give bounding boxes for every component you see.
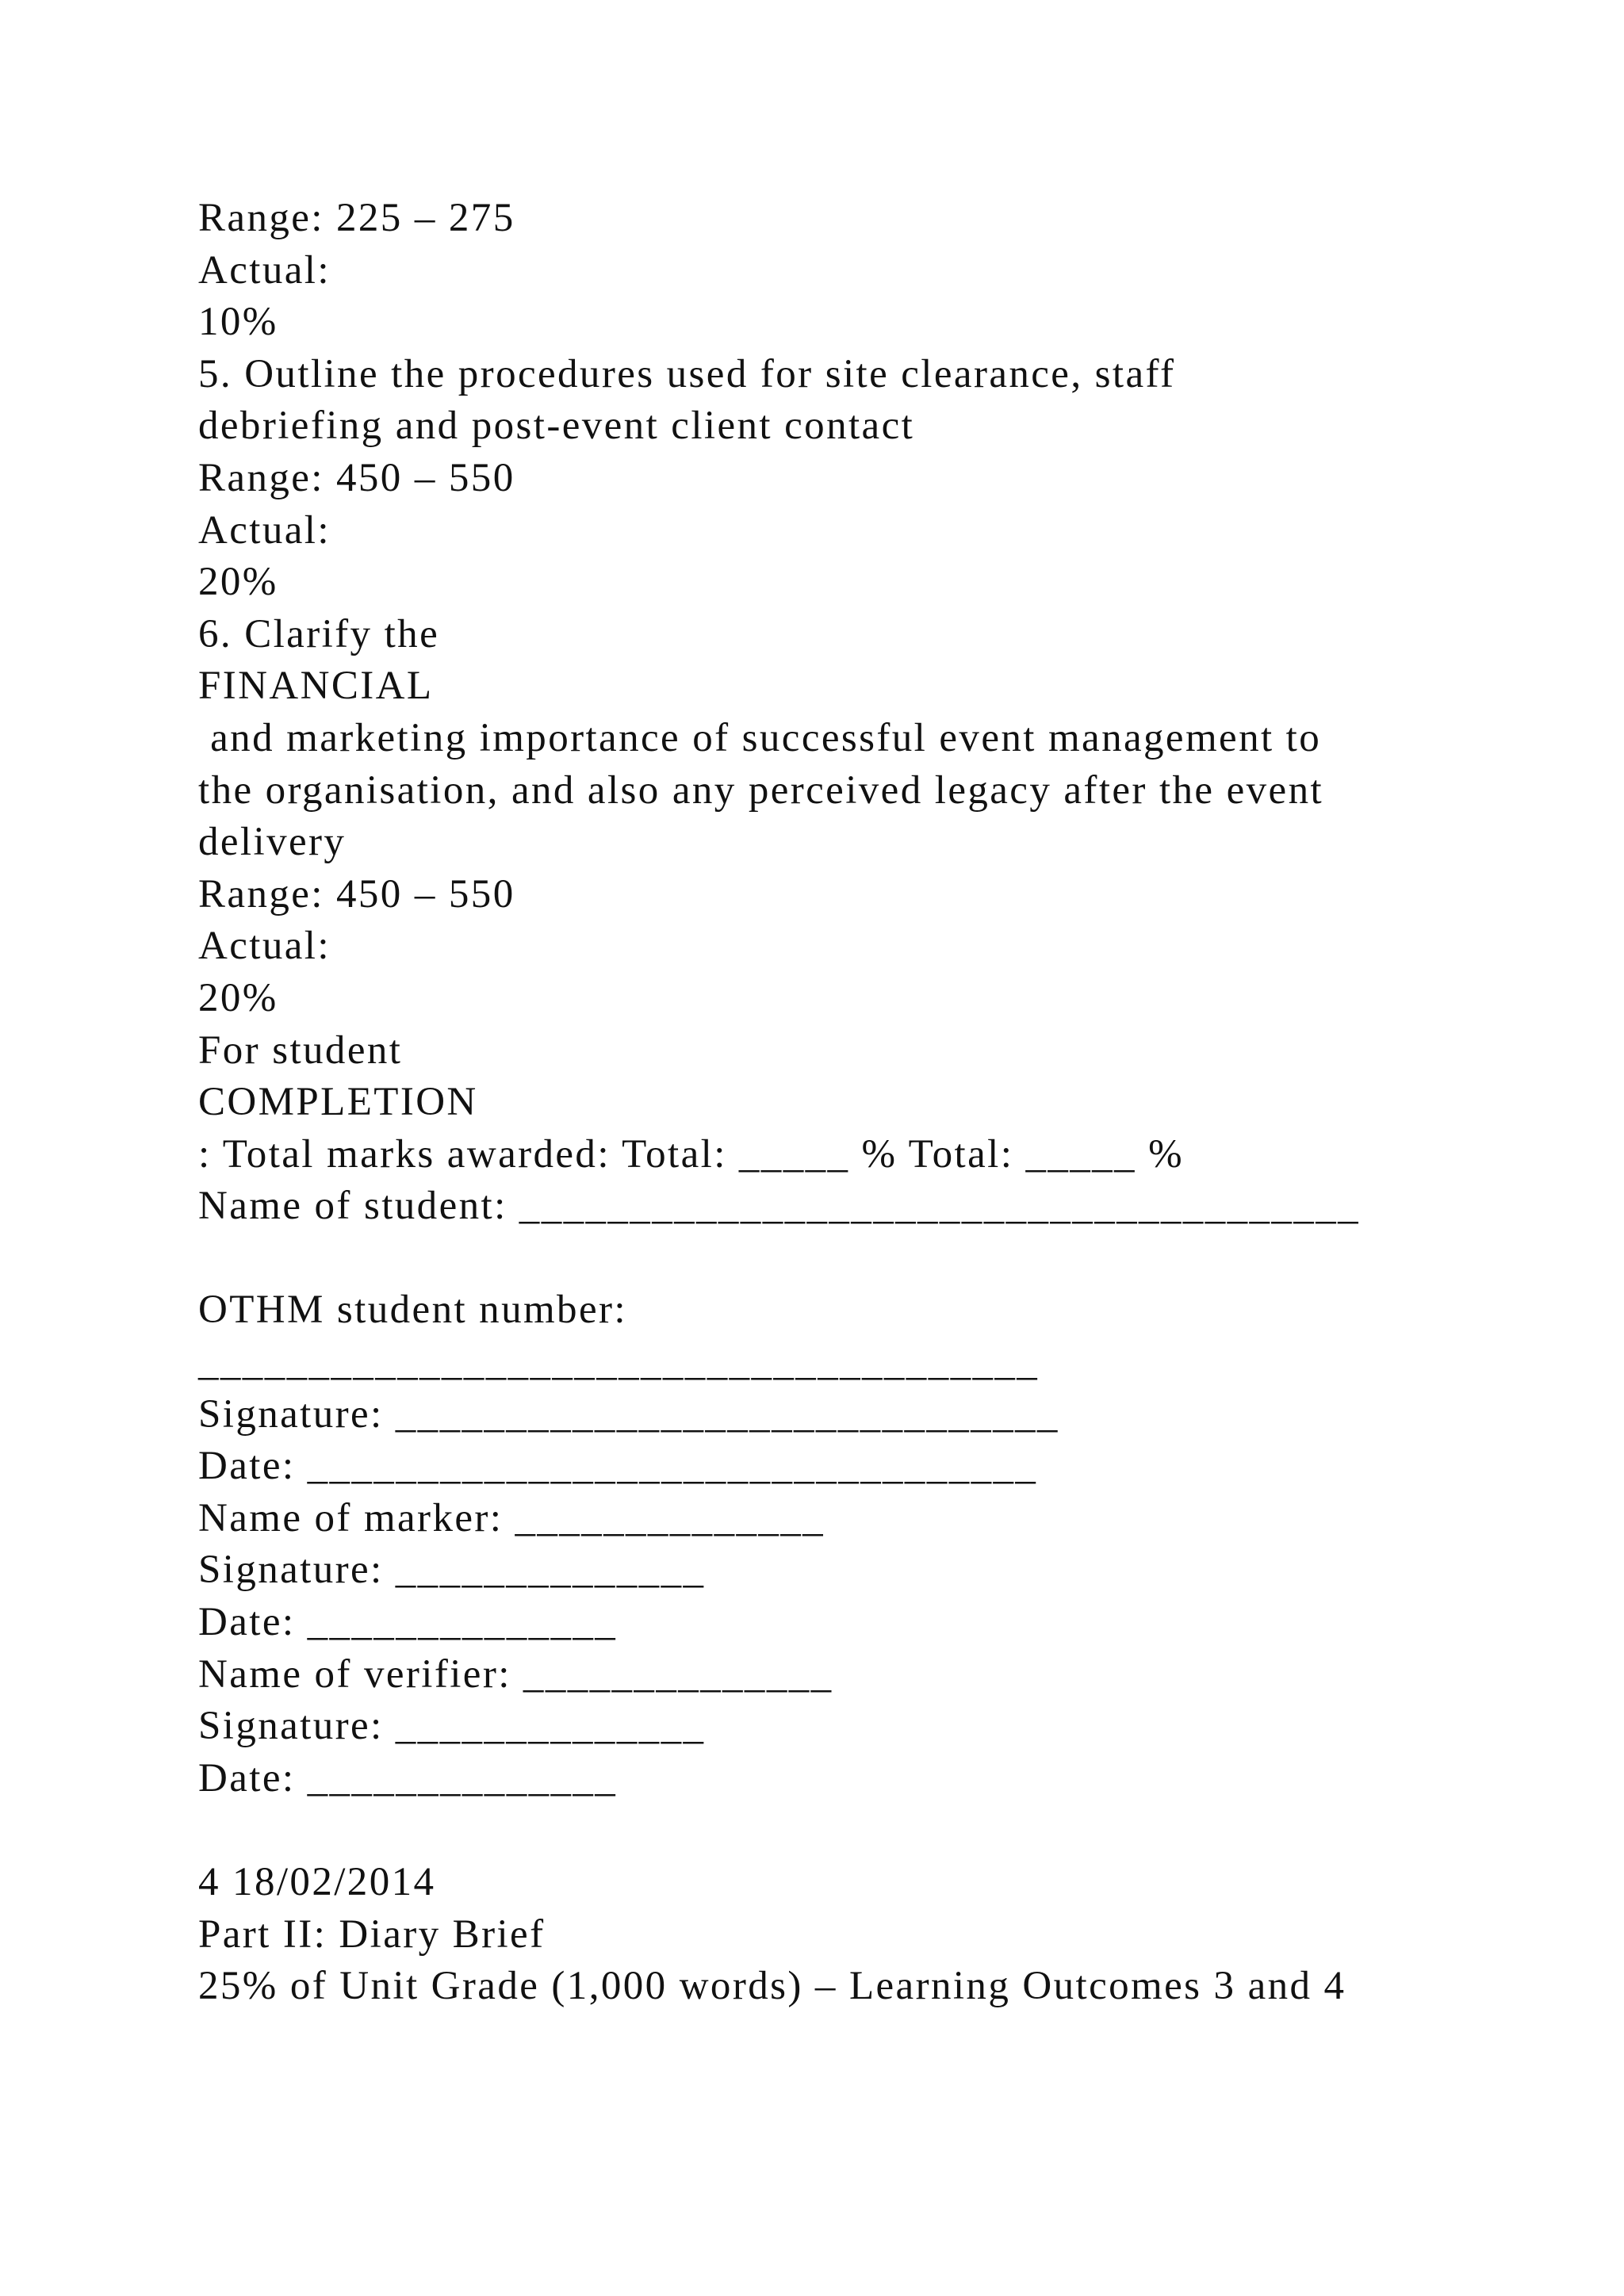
part-ii-heading: Part II: Diary Brief — [198, 1911, 546, 1957]
task-6-body: delivery — [198, 820, 347, 865]
student-signature-field: Signature: ______________________________ — [198, 1391, 1059, 1437]
range-line: Range: 450 – 550 — [198, 871, 515, 916]
weight-percent: 20% — [198, 560, 278, 605]
page-footer: 4 18/02/2014 — [198, 1860, 436, 1904]
actual-label: Actual: — [198, 247, 331, 293]
verifier-signature-field: Signature: ______________ — [198, 1704, 706, 1749]
student-number-field: ______________________________________ — [198, 1340, 1040, 1385]
document-page — [198, 193, 1546, 2013]
weight-percent: 20% — [198, 975, 278, 1020]
blank-line — [198, 1233, 1546, 1285]
marker-date-field: Date: ______________ — [198, 1600, 618, 1645]
verifier-date-field: Date: ______________ — [198, 1755, 618, 1800]
marker-name-field: Name of marker: ______________ — [198, 1495, 825, 1540]
task-5-heading-continued: debriefing and post-event client contact — [198, 404, 915, 449]
range-line: Range: 225 – 275 — [198, 196, 515, 240]
student-number-label: OTHM student number: — [198, 1288, 627, 1333]
actual-label: Actual: — [198, 507, 331, 553]
task-5-heading: 5. Outline the procedures used for site clearance, staff — [198, 351, 1176, 396]
total-marks-field: : Total marks awarded: Total: _____ % Total: _____ % — [198, 1131, 1184, 1177]
weight-percent: 10% — [198, 300, 278, 345]
range-line: Range: 450 – 550 — [198, 455, 515, 500]
task-6-body: the organisation, and also any perceived legacy after the event — [198, 767, 1324, 813]
student-name-field: Name of student: ______________________________________ — [198, 1184, 1360, 1229]
task-6-body: and marketing importance of successful event management to — [198, 715, 1322, 760]
actual-label: Actual: — [198, 924, 331, 969]
completion-emphasis: COMPLETION — [198, 1080, 478, 1125]
completion-heading: For student — [198, 1027, 403, 1073]
task-6-emphasis: FINANCIAL — [198, 664, 434, 709]
task-6-heading: 6. Clarify the — [198, 611, 440, 656]
student-date-field: Date: _________________________________ — [198, 1444, 1038, 1489]
marker-signature-field: Signature: ______________ — [198, 1548, 706, 1593]
verifier-name-field: Name of verifier: ______________ — [198, 1651, 833, 1697]
part-ii-weighting: 25% of Unit Grade (1,000 words) – Learning Outcomes 3 and 4 — [198, 1964, 1346, 2009]
blank-line — [198, 1804, 1546, 1857]
